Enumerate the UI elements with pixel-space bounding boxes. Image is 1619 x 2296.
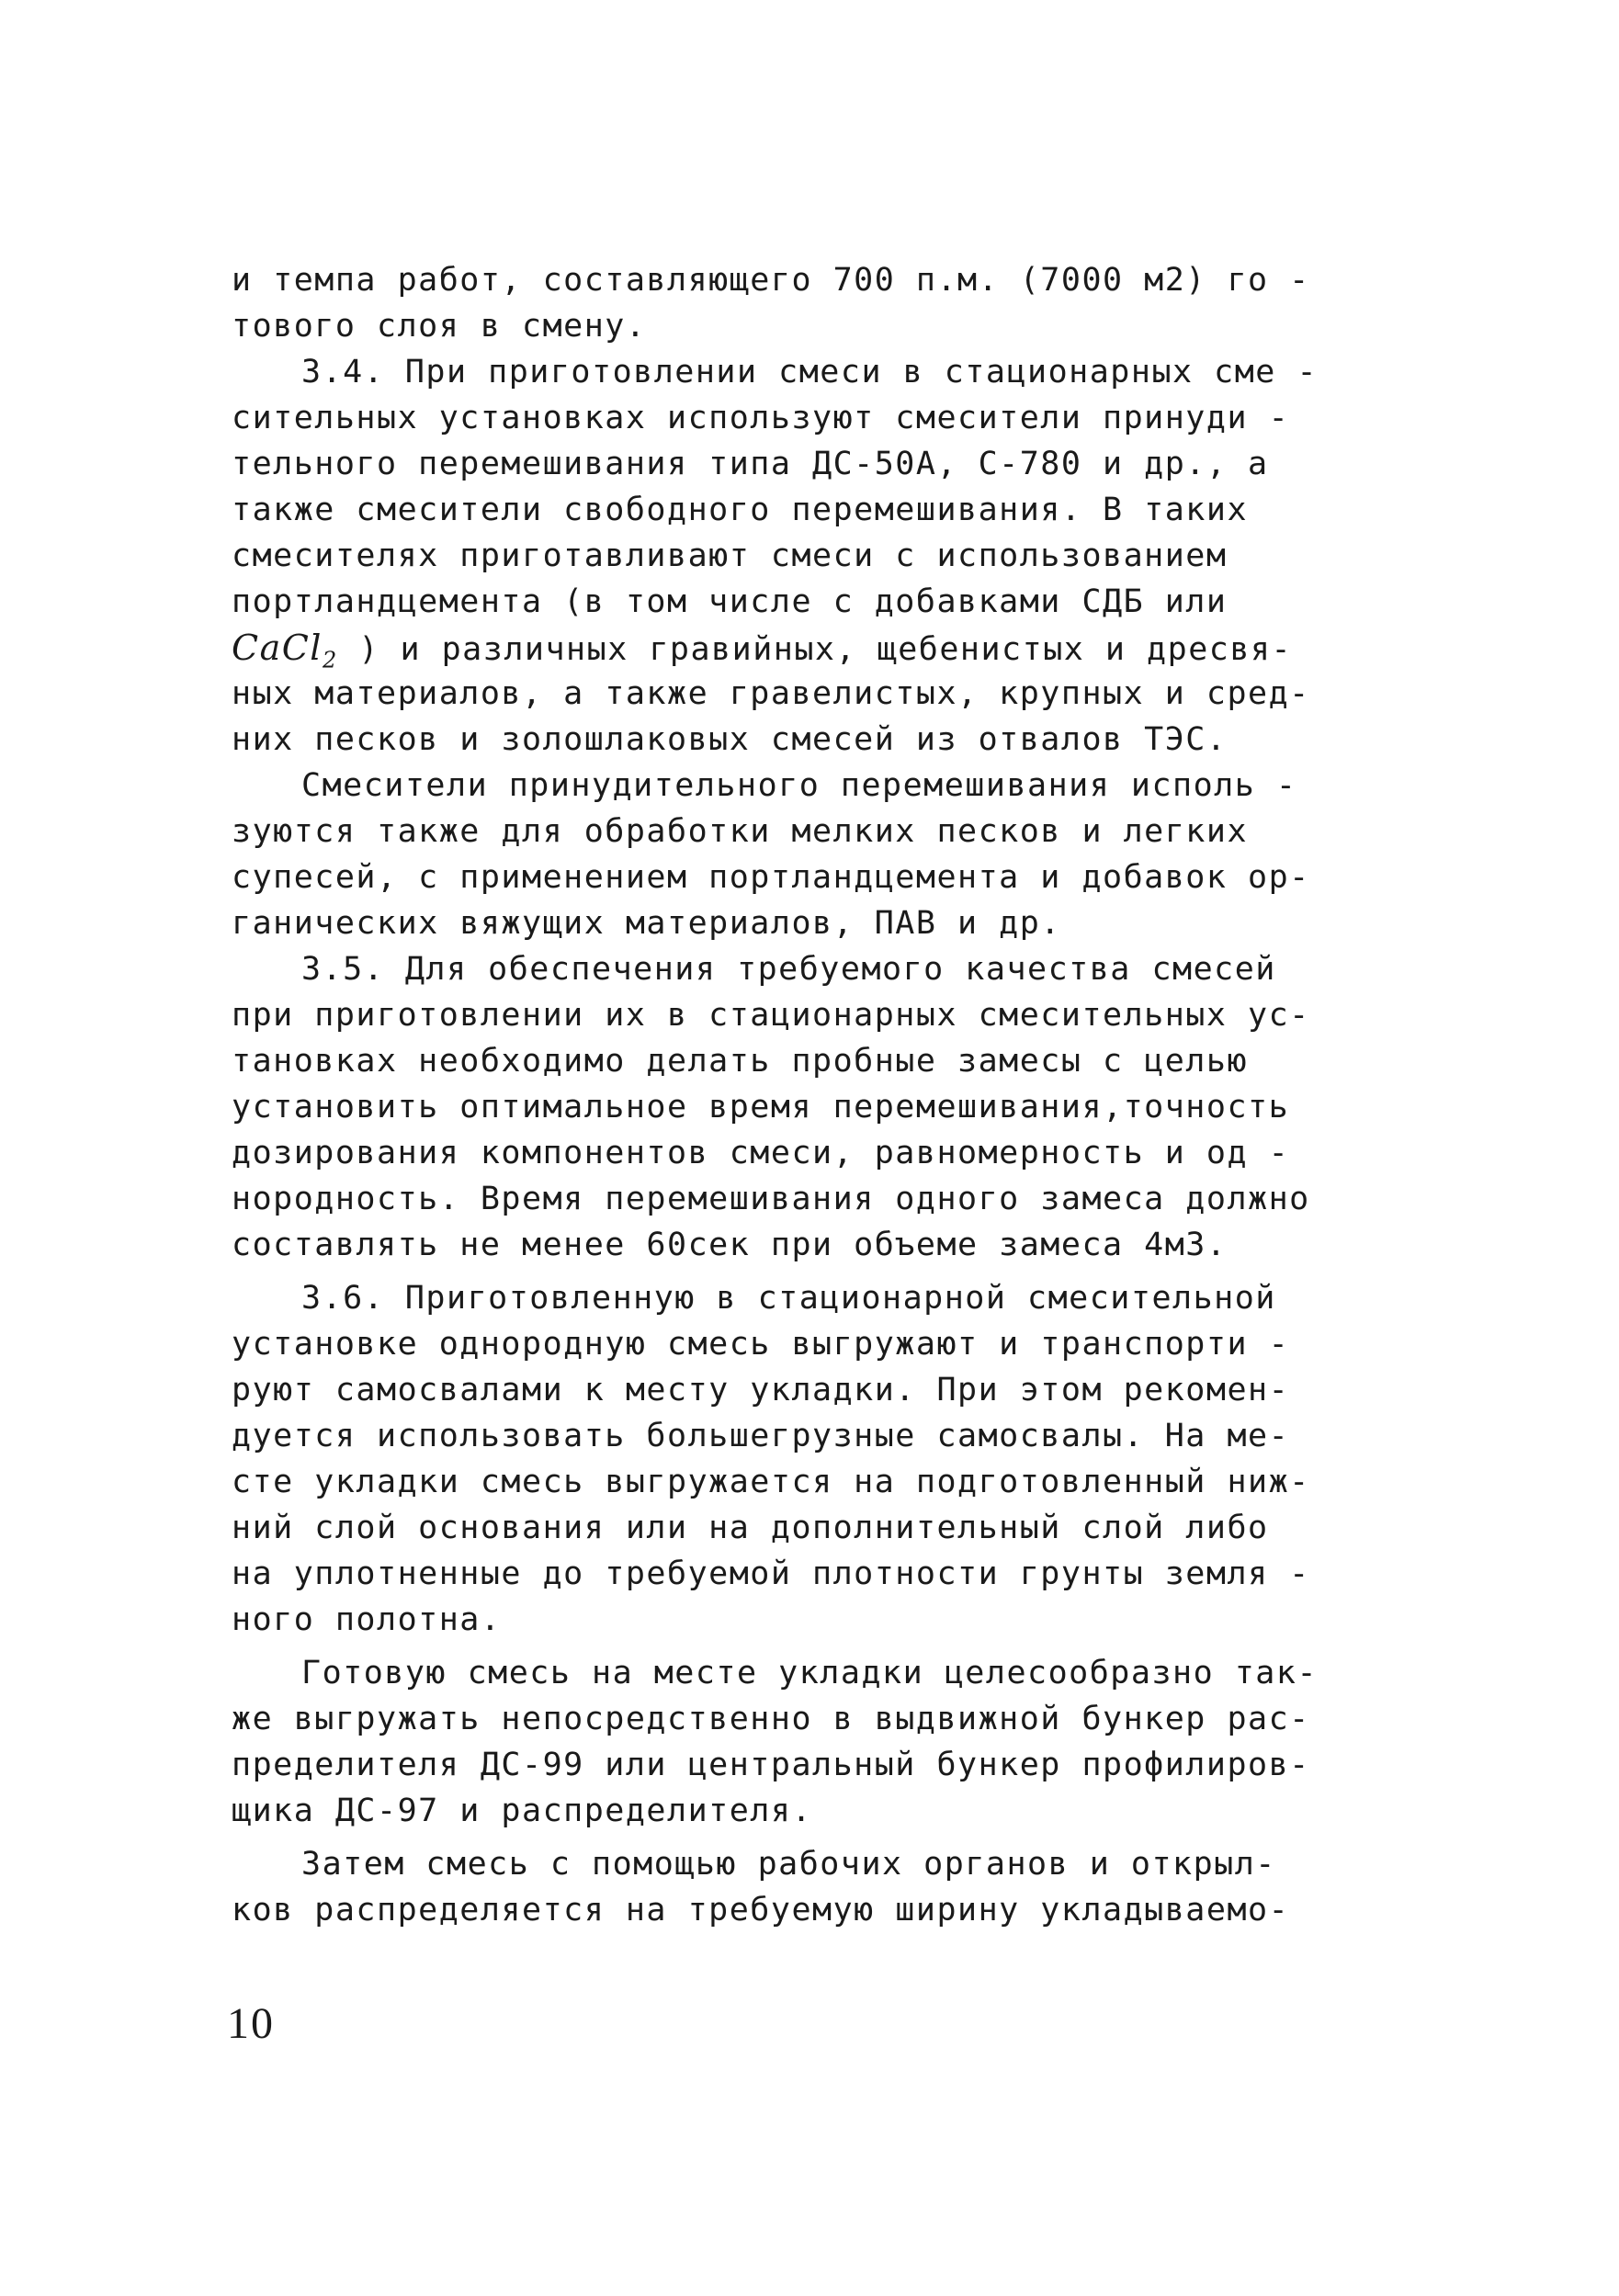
text-line: нородность. Время перемешивания одного замеса должно — [232, 1181, 1310, 1217]
section-3-6-start: 3.6. Приготовленную в стационарной смесительной — [301, 1280, 1276, 1317]
text-line: установить оптимальное время перемешивания,точность — [232, 1089, 1290, 1125]
section-3-4-start: 3.4. При приготовлении смеси в стационарных сме - — [301, 354, 1319, 390]
text-line: также смесители свободного перемешивания. В таких — [232, 492, 1249, 528]
text-line: тового слоя в смену. — [232, 308, 647, 345]
text-line: зуются также для обработки мелких песков и легких — [232, 813, 1249, 850]
paragraph-start: Смесители принудительного перемешивания исполь - — [301, 767, 1297, 804]
page-number: 10 — [227, 1999, 275, 2048]
text-line: ных материалов, а также гравелистых, крупных и сред- — [232, 675, 1310, 712]
text-line: и темпа работ, составляющего 700 п.м. (7000 м2) го - — [232, 262, 1310, 299]
text-line: ний слой основания или на дополнительный слой либо — [232, 1510, 1269, 1546]
text-line: тельного перемешивания типа ДС-50А, С-780 и др., а — [232, 446, 1269, 482]
paragraph-start: Затем смесь с помощью рабочих органов и открыл- — [301, 1846, 1276, 1883]
text-line: них песков и золошлаковых смесей из отвалов ТЭС. — [232, 721, 1228, 758]
text-line: составлять не менее 60сек при объеме замеса 4м3. — [232, 1227, 1228, 1263]
text-line: на уплотненные до требуемой плотности грунты земля - — [232, 1555, 1310, 1592]
text-line: установке однородную смесь выгружают и транспорти - — [232, 1326, 1290, 1363]
text-line: супесей, с применением портландцемента и добавок ор- — [232, 859, 1310, 896]
text-line: щика ДС-97 и распределителя. — [232, 1793, 813, 1829]
text-line: же выгружать непосредственно в выдвижной бункер рас- — [232, 1701, 1310, 1737]
text-line-with-formula: CaCl$_2$ ) и различных гравийных, щебенистых и дресвя- — [232, 628, 1293, 673]
text-line: сте укладки смесь выгружается на подготовленный ниж- — [232, 1464, 1310, 1500]
text-line: при приготовлении их в стационарных смесительных ус- — [232, 997, 1310, 1034]
text-line: портландцемента (в том числе с добавками СДБ или — [232, 583, 1228, 620]
text-line: ганических вяжущих материалов, ПАВ и др. — [232, 905, 1061, 942]
section-3-5-start: 3.5. Для обеспечения требуемого качества смесей — [301, 951, 1276, 988]
text-line: дуется использовать большегрузные самосвалы. На ме- — [232, 1418, 1290, 1454]
chemical-formula: CaCl$_2$ — [232, 628, 338, 673]
text-line: ного полотна. — [232, 1601, 502, 1638]
text-line: сительных установках используют смесители принуди - — [232, 400, 1290, 436]
text-line: дозирования компонентов смеси, равномерность и од - — [232, 1135, 1290, 1171]
text-line: смесителях приготавливают смеси с использованием — [232, 537, 1228, 574]
body-text — [232, 257, 1408, 1933]
paragraph-start: Готовую смесь на месте укладки целесообразно так- — [301, 1655, 1319, 1691]
text-line: тановках необходимо делать пробные замесы с целью — [232, 1043, 1249, 1080]
text-line: ков распределяется на требуемую ширину укладываемо- — [232, 1892, 1290, 1928]
text-line: пределителя ДС-99 или центральный бункер профилиров- — [232, 1747, 1310, 1783]
text-line: руют самосвалами к месту укладки. При этом рекомен- — [232, 1372, 1290, 1408]
